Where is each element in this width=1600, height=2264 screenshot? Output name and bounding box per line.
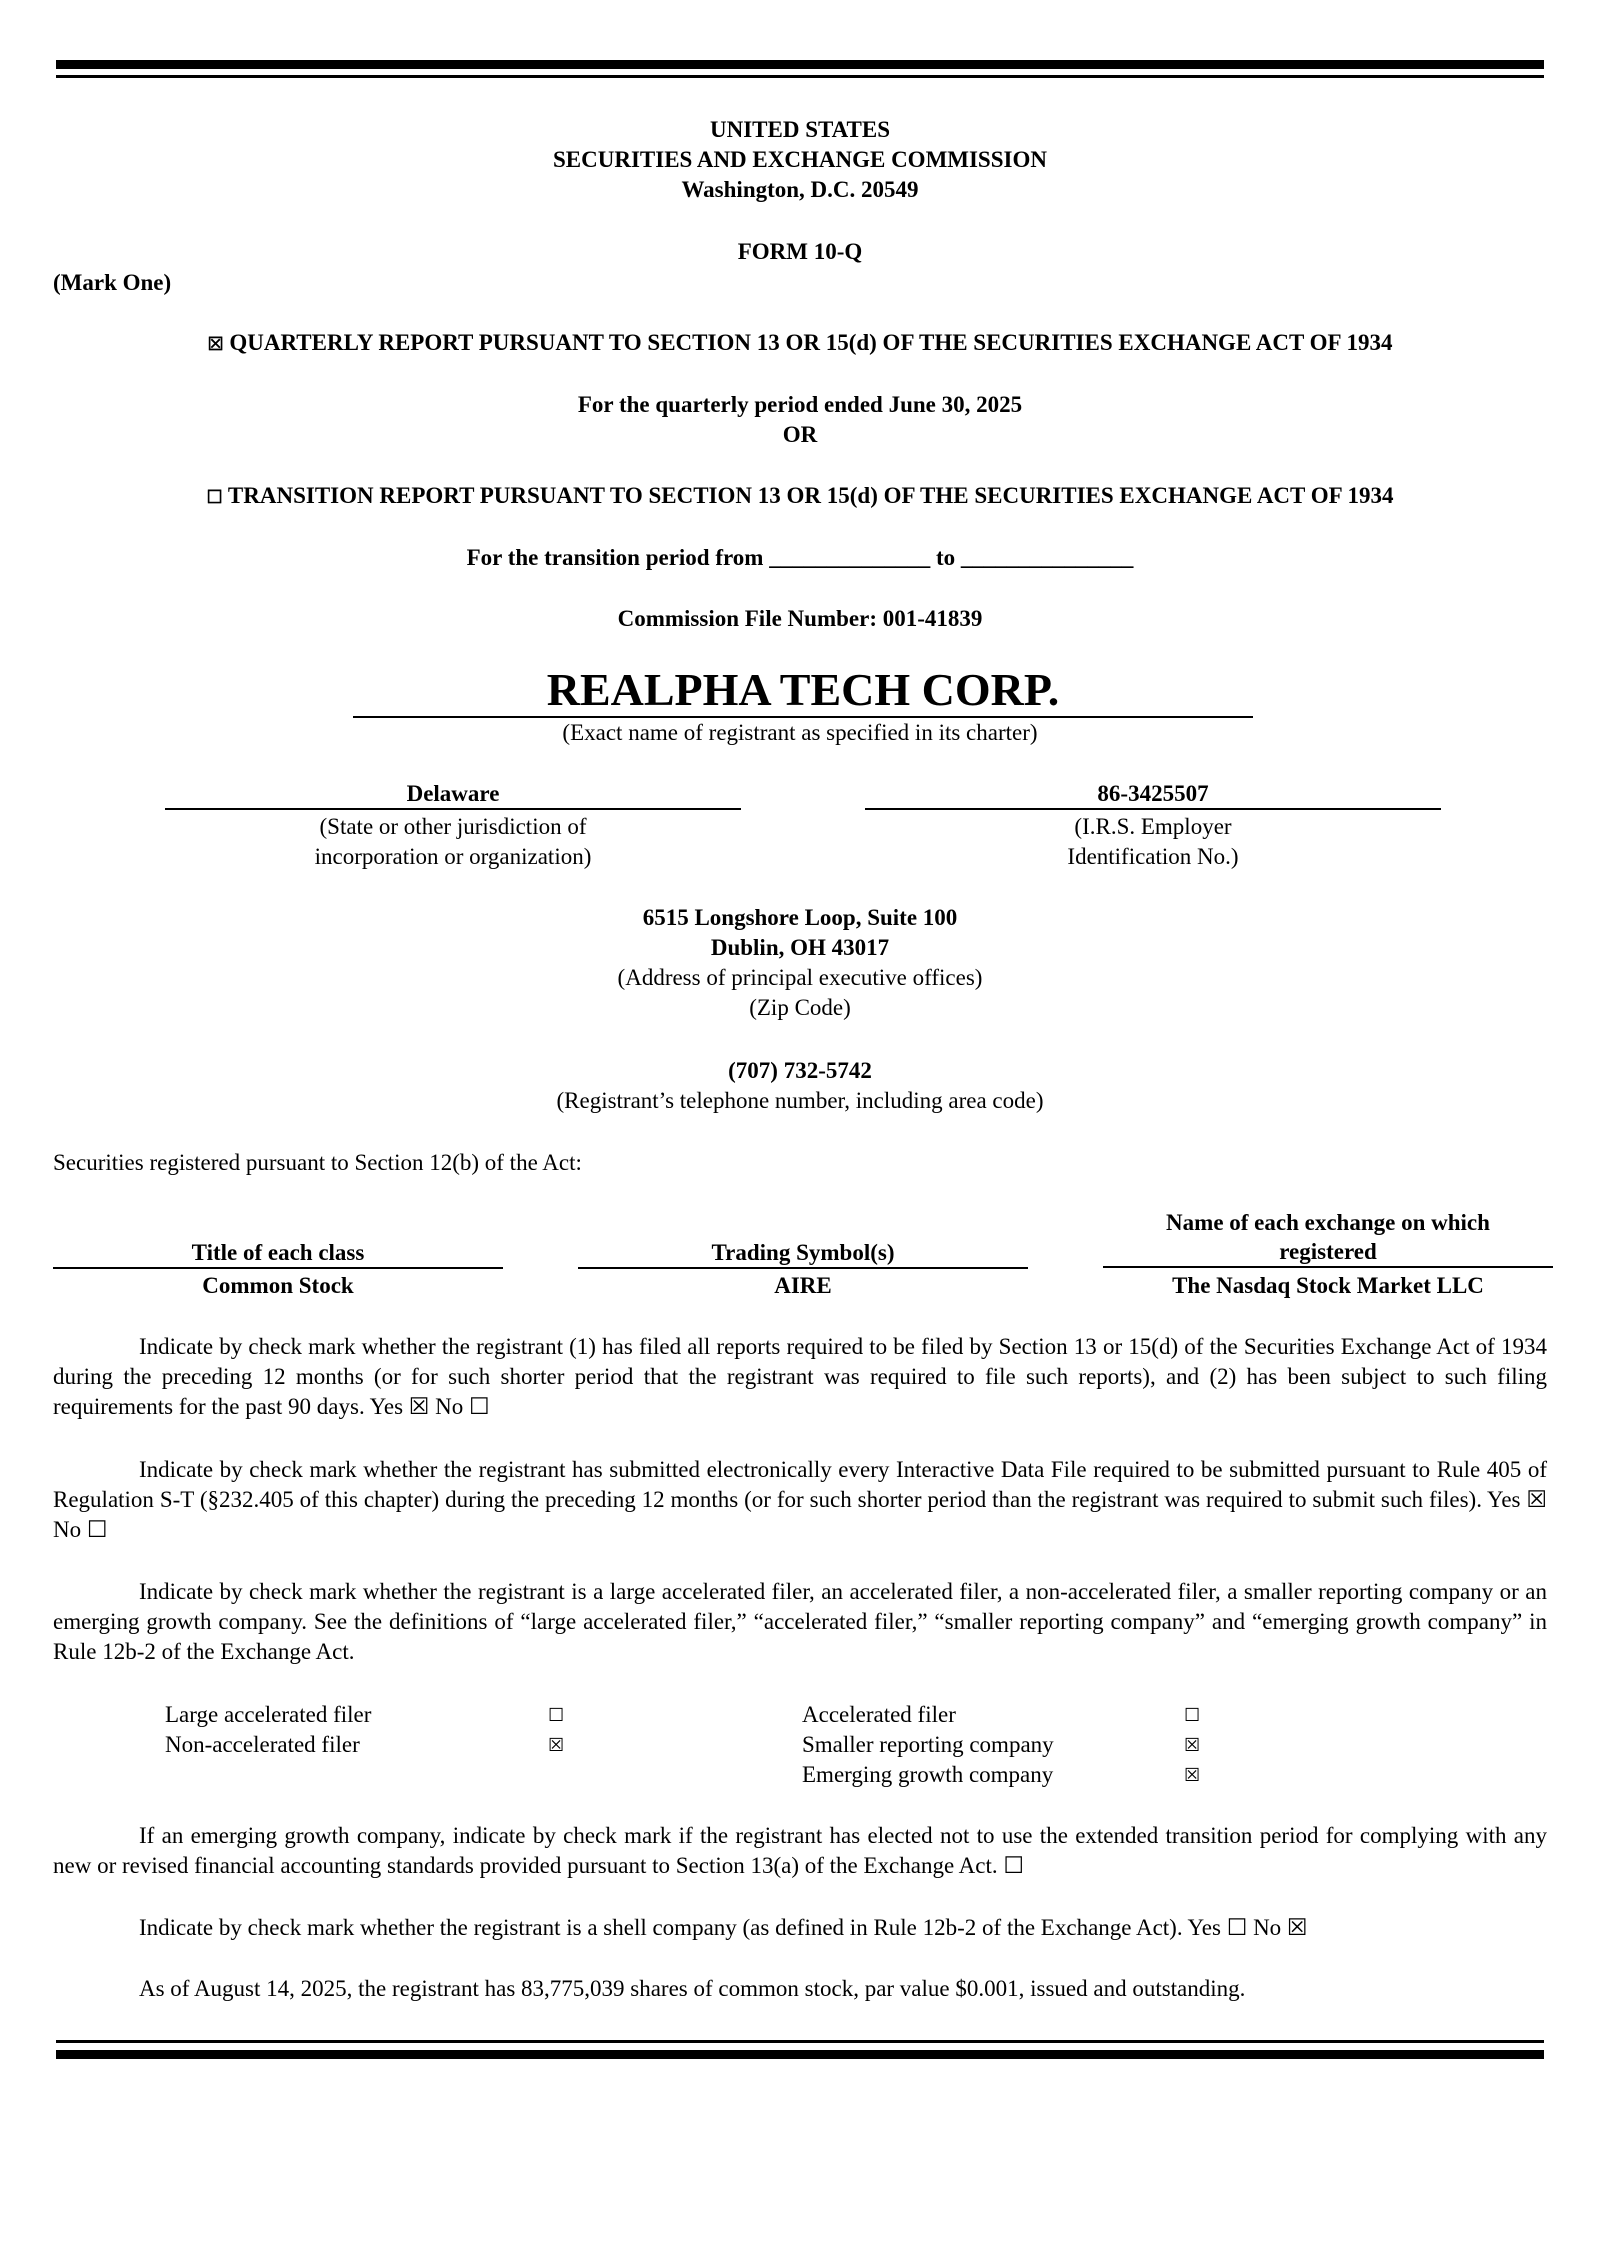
header-line-3: Washington, D.C. 20549 <box>681 177 919 202</box>
header-line-1: UNITED STATES <box>709 117 890 142</box>
quarterly-report-text: QUARTERLY REPORT PURSUANT TO SECTION 13 OR 15(d) OF THE SECURITIES EXCHANGE ACT OF 1934 <box>229 330 1393 355</box>
top-rule-thick <box>56 60 1544 69</box>
address-caption: (Address of principal executive offices) <box>617 965 983 990</box>
state-caption-line-1: (State or other jurisdiction of <box>319 814 587 839</box>
label-non-accelerated-filer: Non-accelerated filer <box>165 1732 360 1757</box>
accelerated-checkbox-icon: ☐ <box>1184 1705 1201 1725</box>
paragraph-shares-outstanding: As of August 14, 2025, the registrant has 83,775,039 shares of common stock, par value $0.001, issued and outstanding. <box>139 1976 1246 2001</box>
label-large-accelerated-filer: Large accelerated filer <box>165 1702 372 1727</box>
smaller-reporting-checkbox-icon: ☒ <box>1184 1735 1201 1755</box>
label-accelerated-filer: Accelerated filer <box>802 1702 956 1727</box>
phone-block <box>53 1056 1547 1116</box>
row-symbol: AIRE <box>774 1273 832 1298</box>
registrant-name: REALPHA TECH CORP. <box>353 664 1253 718</box>
address-line-1: 6515 Longshore Loop, Suite 100 <box>642 905 958 930</box>
quarterly-period: For the quarterly period ended June 30, 2025 <box>577 392 1023 417</box>
col-header-exchange <box>1103 1208 1553 1268</box>
top-rule-thin <box>56 75 1544 78</box>
paragraph-interactive-data: Indicate by check mark whether the registrant has submitted electronically every Interactive Data File required to be submitted pursuant to Rule 405 of Regulation S-T (§232.405 of this chapter) during the preceding 12 months (or for such shorter period than the registrant was required to submit such files). Yes ☒ No ☐ <box>53 1457 1547 1542</box>
col-header-title-of-class: Title of each class <box>53 1238 503 1269</box>
phone-number: (707) 732-5742 <box>728 1058 872 1083</box>
non-accelerated-checkbox-icon: ☒ <box>548 1735 565 1755</box>
form-title: FORM 10-Q <box>737 239 863 264</box>
col-header-exchange-line-2: registered <box>1279 1239 1377 1264</box>
state-caption <box>165 812 741 872</box>
bottom-rule-thin <box>56 2040 1544 2043</box>
paragraph-shell-company: Indicate by check mark whether the registrant is a shell company (as defined in Rule 12b-2 of the Exchange Act). Yes ☐ No ☒ <box>139 1915 1308 1940</box>
irs-caption-line-1: (I.R.S. Employer <box>1074 814 1232 839</box>
quarterly-checkbox-icon: ☒ <box>207 334 224 354</box>
state-caption-line-2: incorporation or organization) <box>314 844 592 869</box>
transition-period: For the transition period from ______________ to _______________ <box>466 545 1134 570</box>
paragraph-filer-status: Indicate by check mark whether the registrant is a large accelerated filer, an accelerated filer, a non-accelerated filer, a smaller reporting company or an emerging growth company. See the definitions of “large accelerated filer,” “accelerated filer,” “smaller reporting company” and “emerging growth company” in Rule 12b-2 of the Exchange Act. <box>53 1579 1547 1664</box>
paragraph-emerging-growth: If an emerging growth company, indicate by check mark if the registrant has elected not to use the extended transition period for complying with any new or revised financial accounting standards provided pursuant to Section 13(a) of the Exchange Act. ☐ <box>53 1823 1547 1878</box>
transition-report-text: TRANSITION REPORT PURSUANT TO SECTION 13 OR 15(d) OF THE SECURITIES EXCHANGE ACT OF 1934 <box>227 483 1394 508</box>
col-header-trading-symbol: Trading Symbol(s) <box>578 1238 1028 1269</box>
zip-caption: (Zip Code) <box>749 995 851 1020</box>
commission-file-number: Commission File Number: 001-41839 <box>617 606 983 631</box>
emerging-growth-checkbox-icon: ☒ <box>1184 1765 1201 1785</box>
registrant-name-caption: (Exact name of registrant as specified in its charter) <box>562 720 1038 745</box>
header-block <box>53 115 1547 205</box>
row-exchange: The Nasdaq Stock Market LLC <box>1172 1273 1484 1298</box>
row-class: Common Stock <box>202 1273 354 1298</box>
state-of-incorporation: Delaware <box>165 779 741 810</box>
quarterly-report-line <box>53 328 1547 359</box>
irs-caption <box>865 812 1441 872</box>
or-text: OR <box>782 422 818 447</box>
irs-employer-id: 86-3425507 <box>865 779 1441 810</box>
col-header-exchange-line-1: Name of each exchange on which <box>1166 1210 1490 1235</box>
label-emerging-growth-company: Emerging growth company <box>802 1762 1054 1787</box>
large-accelerated-checkbox-icon: ☐ <box>548 1705 565 1725</box>
transition-report-line <box>53 481 1547 512</box>
header-line-2: SECURITIES AND EXCHANGE COMMISSION <box>553 147 1047 172</box>
securities-intro: Securities registered pursuant to Section 12(b) of the Act: <box>53 1150 582 1175</box>
address-line-2: Dublin, OH 43017 <box>710 935 890 960</box>
address-block <box>53 903 1547 1023</box>
mark-one: (Mark One) <box>53 270 172 295</box>
irs-caption-line-2: Identification No.) <box>1067 844 1239 869</box>
bottom-rule-thick <box>56 2050 1544 2059</box>
transition-checkbox-icon: ☐ <box>206 487 223 507</box>
paragraph-reports-filed: Indicate by check mark whether the registrant (1) has filed all reports required to be filed by Section 13 or 15(d) of the Securities Exchange Act of 1934 during the preceding 12 months (or for such shorter period that the registrant was required to file such reports), and (2) has been subject to such filing requirements for the past 90 days. Yes ☒ No ☐ <box>53 1334 1547 1419</box>
label-smaller-reporting-company: Smaller reporting company <box>802 1732 1054 1757</box>
phone-caption: (Registrant’s telephone number, including area code) <box>556 1088 1044 1113</box>
